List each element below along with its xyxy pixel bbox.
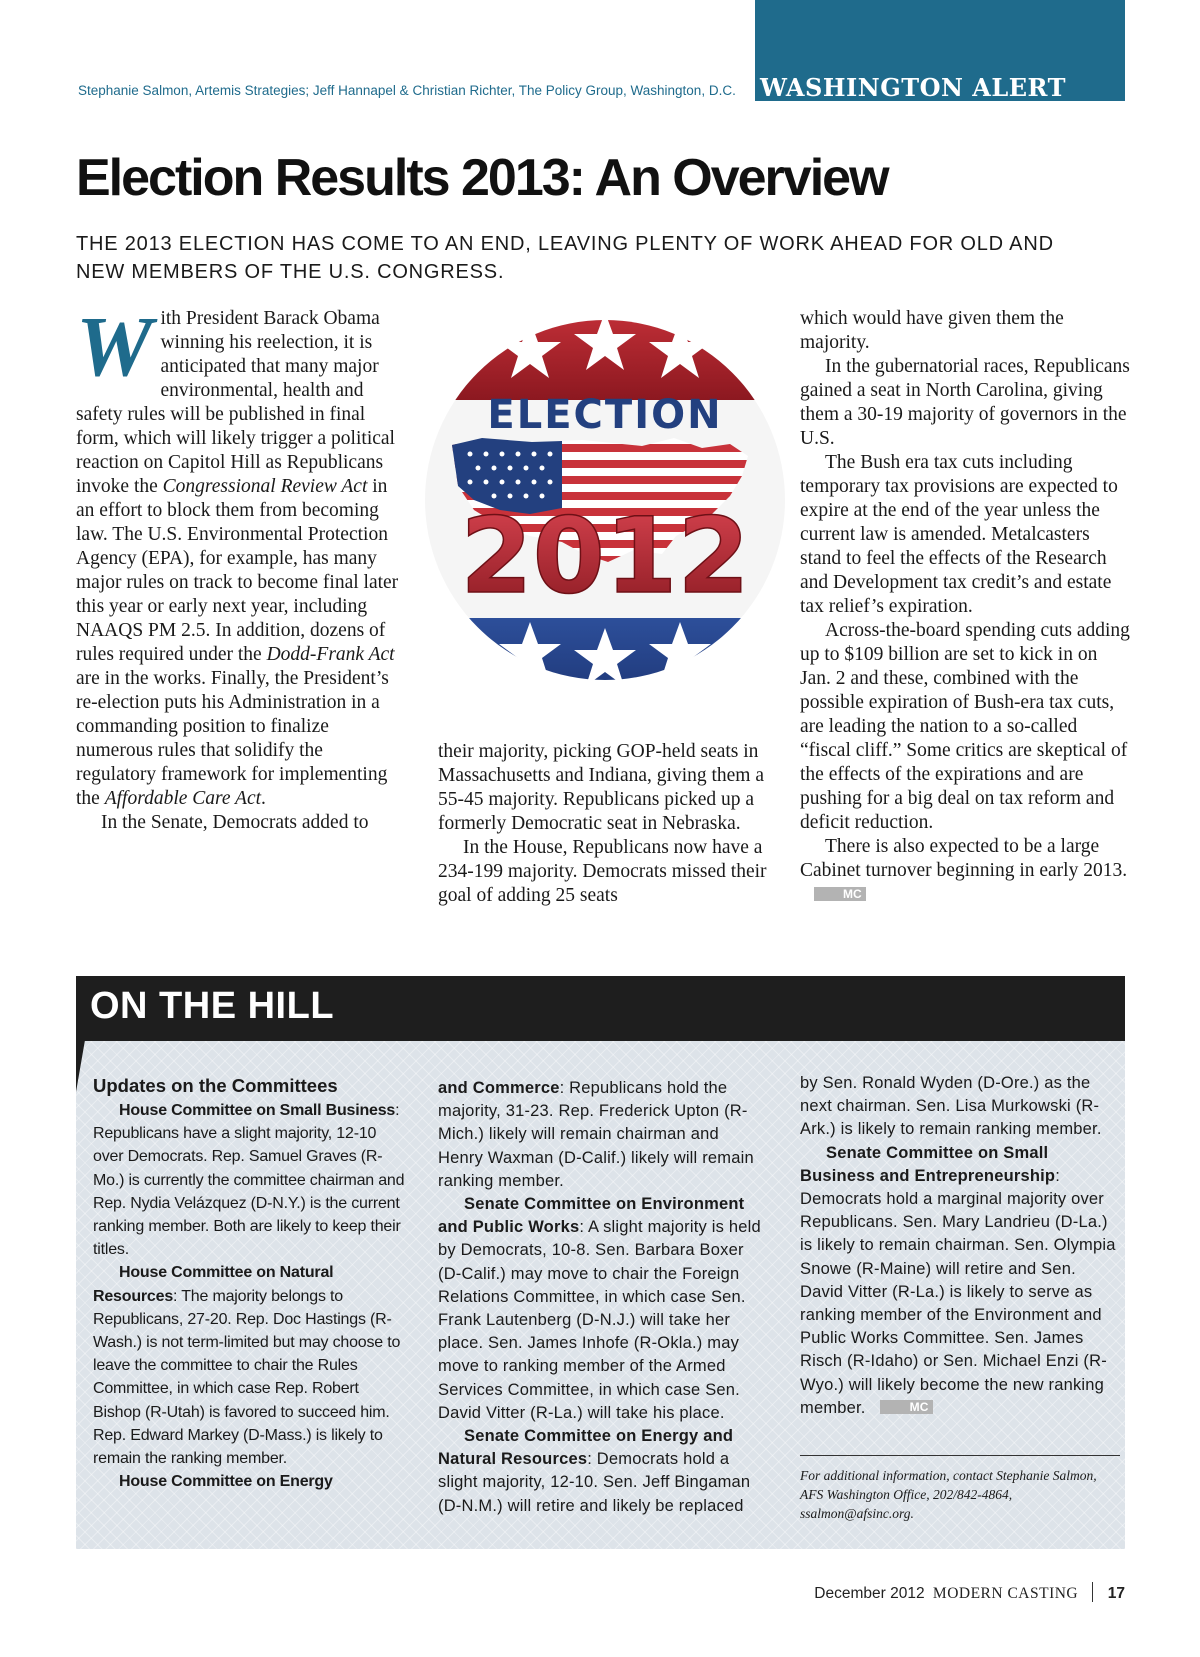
text-run: ith President Barack Obama winning his reelection, it is anticipated that many major environmental, health and safety rules will be published in final form, which will likely trigger a political reaction on Capitol Hill as Republicans invoke the: [76, 308, 395, 497]
on-the-hill-banner: [76, 976, 1125, 1041]
page-footer: [814, 1582, 1125, 1603]
article-column-2: [438, 740, 768, 908]
text-run: : Democrats hold a slight majority, 12-10. Sen. Jeff Bingaman (D-N.M.) will retire and likely be replaced: [438, 1450, 751, 1515]
committee-name: House Committee on Natural Resources: [93, 1264, 334, 1305]
drop-cap: W: [76, 298, 153, 394]
article-paragraph: In the House, Republicans now have a 234-199 majority. Democrats missed their goal of adding 25 seats: [438, 837, 767, 906]
emphasis-text: Affordable Care Act: [104, 788, 262, 809]
article-paragraph: In the gubernatorial races, Republicans gained a seat in North Carolina, giving them a 30-19 majority of governors in the U.S.: [800, 356, 1130, 449]
committee-name: Senate Committee on Energy and Natural Resources: [438, 1427, 734, 1469]
emphasis-text: Dodd-Frank Act: [266, 644, 395, 665]
article-paragraph: Across-the-board spending cuts adding up to $109 billion are set to kick in on Jan. 2 and these, combined with the possible expiration of Bush-era tax cuts, are leading the nation to a so-called “fiscal cliff.” Some critics are skeptical of the effects of the expirations and are pushing for a big deal on tax reform and deficit reduction.: [800, 620, 1130, 833]
text-run: : Democrats hold a marginal majority over Republicans. Sen. Mary Landrieu (D-La.) is likely to remain chairman. Sen. Olympia Snowe (R-Maine) will retire and Sen. David Vitter (R-La.) is likely to serve as ranking member of the Environment and Public Works Committee. Sen. James Risch (R-Idaho) or Sen. Michael Enzi (R-Wyo.) will likely become the new ranking member.: [800, 1166, 1116, 1417]
page-number: 17: [1107, 1585, 1125, 1602]
hill-column-2: [438, 1077, 768, 1518]
issue-date: December 2012: [814, 1585, 925, 1602]
text-run: in an effort to block them from becoming law. The U.S. Environmental Protection Agency (EPA), for example, has many major rules on track to become final later this year or early next year, including NAAQS PM 2.5. In addition, dozens of rules required under the: [76, 476, 399, 665]
committee-entry: [438, 1077, 768, 1193]
committee-entry: [93, 1470, 408, 1493]
article-column-3: [800, 307, 1130, 907]
committee-name: House Committee on Small Business: [119, 1102, 396, 1119]
end-mark-icon: MC: [880, 1400, 933, 1414]
committee-entry: by Sen. Ronald Wyden (D-Ore.) as the next chairman. Sen. Lisa Murkowski (R-Ark.) is likely to remain ranking member.: [800, 1074, 1102, 1139]
magazine-name: MODERN CASTING: [932, 1585, 1079, 1602]
text-run: : Republicans hold the majority, 31-23. Rep. Frederick Upton (R-Mich.) likely will remain chairman and Henry Waxman (D-Calif.) likely will remain ranking member.: [438, 1079, 754, 1190]
committee-entry: [93, 1099, 408, 1261]
contact-note: For additional information, contact Stephanie Salmon, AFS Washington Office, 202/842-4864, ssalmon@afsinc.org.: [800, 1455, 1120, 1523]
committee-name: and Commerce: [438, 1079, 560, 1097]
committee-name: House Committee on Energy: [119, 1473, 333, 1491]
text-run: .: [261, 788, 266, 809]
committee-name: Senate Committee on Environment and Public Works: [438, 1195, 745, 1237]
section-tab-label-bar: [755, 72, 1125, 101]
emphasis-text: Congressional Review Act: [162, 476, 368, 497]
text-run: : A slight majority is held by Democrats, 10-8. Sen. Barbara Boxer (D-Calif.) may move to chair the Foreign Relations Committee, in which case Sen. Frank Lautenberg (D-N.J.) will take her place. Sen. James Inhofe (R-Okla.) may move to ranking member of the Armed Services Committee, in which case Sen. David Vitter (R-La.) will take his place.: [438, 1218, 761, 1422]
committee-entry: [800, 1142, 1120, 1420]
section-tab-label: WASHINGTON ALERT: [760, 73, 1066, 102]
article-paragraph: [76, 298, 406, 811]
hill-column-3: [800, 1072, 1120, 1420]
election-2012-illustration: [412, 300, 798, 700]
text-run: : Republicans have a slight majority, 12-10 over Democrats. Rep. Samuel Graves (R-Mo.) is currently the committee chairman and Rep. Nydia Velázquez (D-N.Y.) is the current ranking member. Both are likely to keep their titles.: [93, 1102, 405, 1259]
article-paragraph: The Bush era tax cuts including temporary tax provisions are expected to expire at the end of the year unless the current law is amended. Metalcasters stand to feel the effects of the Research and Development tax credit’s and estate tax relief’s expiration.: [800, 452, 1118, 617]
text-run: : The majority belongs to Republicans, 27-20. Rep. Doc Hastings (R-Wash.) is not term-limited but may choose to leave the committee to chair the Rules Committee, in which case Rep. Robert Bishop (R-Utah) is favored to succeed him. Rep. Edward Markey (D-Mass.) is likely to remain the ranking member.: [93, 1287, 401, 1468]
article-paragraph: their majority, picking GOP-held seats in Massachusetts and Indiana, giving them a 55-45 majority. Republicans picked up a formerly Democratic seat in Nebraska.: [438, 741, 765, 834]
text-run: There is also expected to be a large Cabinet turnover beginning in early 2013.: [800, 836, 1128, 881]
article-column-1: [76, 298, 406, 835]
article-paragraph: [800, 835, 1130, 907]
hill-column-1: [93, 1073, 408, 1493]
committee-entry: [93, 1261, 408, 1470]
hill-subheading: Updates on the Committees: [93, 1075, 338, 1096]
byline: Stephanie Salmon, Artemis Strategies; Jeff Hannapel & Christian Richter, The Policy Group, Washington, D.C.: [78, 83, 736, 98]
banner-notch: [76, 1040, 85, 1092]
election-year: 2012: [460, 495, 750, 617]
end-mark-icon: MC: [814, 887, 866, 901]
text-run: are in the works. Finally, the President’s re-election puts his Administration in a commanding position to finalize numerous rules that solidify the regulatory framework for implementing the: [76, 668, 389, 809]
article-deck: THE 2013 ELECTION HAS COME TO AN END, LEAVING PLENTY OF WORK AHEAD FOR OLD AND NEW MEMBERS OF THE U.S. CONGRESS.: [76, 233, 1054, 283]
committee-name: Senate Committee on Small Business and Entrepreneurship: [800, 1143, 1056, 1185]
footer-divider: [1092, 1582, 1093, 1602]
committee-entry: [438, 1425, 768, 1518]
article-paragraph: which would have given them the majority.: [800, 308, 1064, 353]
article-title: Election Results 2013: An Overview: [76, 149, 888, 207]
committee-entry: [438, 1193, 768, 1425]
on-the-hill-heading: ON THE HILL: [90, 985, 335, 1027]
article-paragraph: In the Senate, Democrats added to: [101, 812, 369, 833]
election-word: ELECTION: [487, 392, 723, 438]
